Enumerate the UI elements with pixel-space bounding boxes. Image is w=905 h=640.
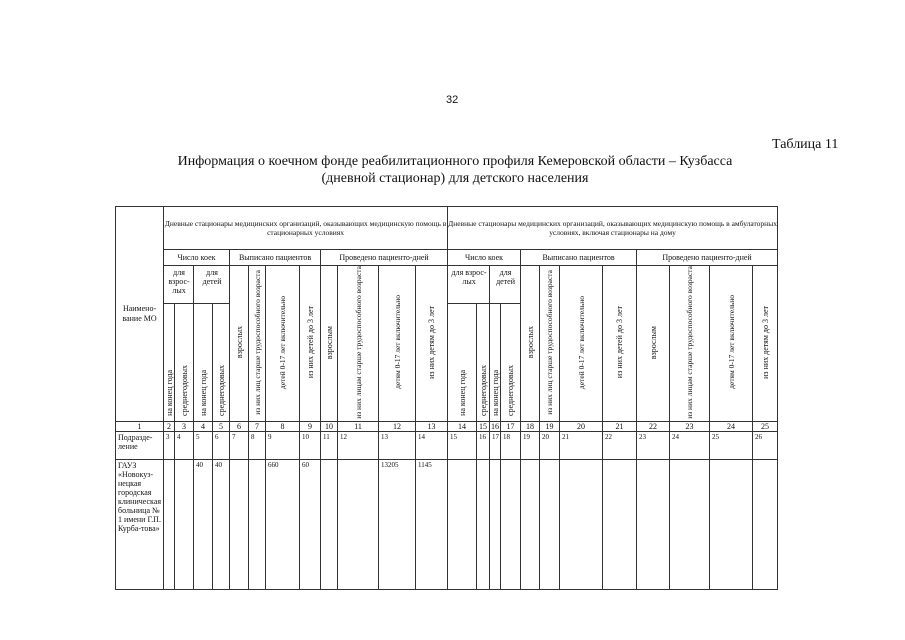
column-number: 23 (670, 421, 710, 431)
for-adults-header-1: для взрос-лых (164, 266, 194, 304)
column-number: 10 (321, 421, 338, 431)
bed-fund-table (115, 206, 821, 590)
table-cell (501, 459, 521, 589)
table-cell: 21 (560, 431, 603, 459)
for-children-header-1: для детей (194, 266, 230, 304)
column-number: 1 (116, 421, 164, 431)
column-number: 12 (379, 421, 416, 431)
table-cell: 60 (300, 459, 321, 589)
column-number: 24 (710, 421, 753, 431)
children-under-3-col-1: из них детей до 3 лет (300, 266, 321, 422)
table-cell: 22 (603, 431, 637, 459)
table-cell: 13 (379, 431, 416, 459)
older-col-2: из них лиц старше трудоспособного возраста (540, 266, 560, 422)
year-end-children-col-2: на конец года (490, 304, 501, 421)
table-cell: 26 (753, 431, 778, 459)
table-row (116, 431, 821, 459)
table-cell (753, 459, 778, 589)
avg-adults-col-1: среднегодовых (175, 304, 194, 421)
table-cell: 660 (266, 459, 300, 589)
table-row (116, 459, 821, 589)
to-children-under-3-col-1: из них детям до 3 лет (416, 266, 448, 422)
table-cell (448, 459, 477, 589)
to-adults-col-2: взрослым (637, 266, 670, 422)
column-number: 2 (164, 421, 175, 431)
table-cell: 9 (266, 431, 300, 459)
to-children-under-3-col-2: из них детям до 3 лет (753, 266, 778, 422)
table-cell (490, 459, 501, 589)
avg-children-col-1: среднегодовых (213, 304, 230, 421)
table-cell (249, 459, 266, 589)
older-col-1: из них лиц старше трудоспособного возраста (249, 266, 266, 422)
adults-col-2: взрослых (521, 266, 540, 422)
column-number: 3 (175, 421, 194, 431)
table-cell: 12 (338, 431, 379, 459)
table-cell: 14 (416, 431, 448, 459)
column-number: 5 (213, 421, 230, 431)
table-label: Таблица 11 (772, 137, 839, 152)
table-cell: 1145 (416, 459, 448, 589)
column-number: 6 (230, 421, 249, 431)
table-cell (175, 459, 194, 589)
table-cell (321, 459, 338, 589)
to-children-0-17-col-1: детям 0-17 лет включительно (379, 266, 416, 422)
row-name: ГАУЗ «Новокуз-нецкая городская клиническая больница № 1 имени Г.П. Курба-това» (116, 459, 164, 589)
column-number: 21 (603, 421, 637, 431)
table-cell (230, 459, 249, 589)
to-older-col-1: из них лицам старше трудоспособного возраста (338, 266, 379, 422)
table-cell: 17 (490, 431, 501, 459)
adults-col-1: взрослых (230, 266, 249, 422)
year-end-children-col-1: на конец года (194, 304, 213, 421)
table-cell: 25 (710, 431, 753, 459)
column-number: 15 (477, 421, 490, 431)
table-cell: 20 (540, 431, 560, 459)
table-cell (670, 459, 710, 589)
page-number: 32 (446, 94, 459, 106)
table-cell: 7 (230, 431, 249, 459)
table-cell: 40 (194, 459, 213, 589)
section-inpatient-header: Дневные стационары медицинских организаций, оказывающих медицинскую помощь в стационарных условиях (164, 207, 448, 250)
column-number: 11 (338, 421, 379, 431)
table-cell: 15 (448, 431, 477, 459)
discharged-header-2: Выписано пациентов (521, 250, 637, 266)
column-number: 14 (448, 421, 477, 431)
section-outpatient-header: Дневные стационары медицинских организаций, оказывающих медицинскую помощь в амбулаторных условиях, включая стационары на дому (448, 207, 778, 250)
table-cell: 24 (670, 431, 710, 459)
to-adults-col-1: взрослым (321, 266, 338, 422)
year-end-adults-col-2: на конец года (448, 304, 477, 421)
column-number: 19 (540, 421, 560, 431)
name-header: Наимено-вание МО (116, 207, 164, 422)
patient-days-header-1: Проведено пациенто-дней (321, 250, 448, 266)
column-number: 4 (194, 421, 213, 431)
column-number: 22 (637, 421, 670, 431)
children-0-17-col-1: детей 0-17 лет включительно (266, 266, 300, 422)
table-cell (710, 459, 753, 589)
table-cell (164, 459, 175, 589)
column-number: 18 (521, 421, 540, 431)
table-cell: 10 (300, 431, 321, 459)
table-cell: 13205 (379, 459, 416, 589)
table-cell: 40 (213, 459, 230, 589)
for-children-header-2: для детей (490, 266, 521, 304)
table-cell (338, 459, 379, 589)
document-title (110, 153, 800, 187)
column-number: 13 (416, 421, 448, 431)
table-cell: 16 (477, 431, 490, 459)
column-number: 8 (266, 421, 300, 431)
to-children-0-17-col-2: детям 0-17 лет включительно (710, 266, 753, 422)
avg-adults-col-2: среднегодовых (477, 304, 490, 421)
table-cell: 11 (321, 431, 338, 459)
table-cell: 4 (175, 431, 194, 459)
title-line-2: (дневной стационар) для детского населения (321, 171, 589, 186)
row-name: Подразде-ление (116, 431, 164, 459)
children-0-17-col-2: детей 0-17 лет включительно (560, 266, 603, 422)
avg-children-col-2: среднегодовых (501, 304, 521, 421)
column-number: 25 (753, 421, 778, 431)
table-cell: 6 (213, 431, 230, 459)
table-cell: 3 (164, 431, 175, 459)
table-cell (603, 459, 637, 589)
to-older-col-2: из них лицам старше трудоспособного возраста (670, 266, 710, 422)
table-cell: 5 (194, 431, 213, 459)
beds-header-2: Число коек (448, 250, 521, 266)
table-cell (637, 459, 670, 589)
table-cell (521, 459, 540, 589)
table-cell: 8 (249, 431, 266, 459)
column-number-row (116, 421, 821, 431)
table-cell: 23 (637, 431, 670, 459)
table-cell (540, 459, 560, 589)
beds-header-1: Число коек (164, 250, 230, 266)
column-number: 16 (491, 421, 500, 431)
table-cell: 19 (521, 431, 540, 459)
children-under-3-col-2: из них детей до 3 лет (603, 266, 637, 422)
column-number: 7 (249, 421, 266, 431)
column-number: 20 (560, 421, 603, 431)
table-cell: 18 (501, 431, 521, 459)
title-line-1: Информация о коечном фонде реабилитационного профиля Кемеровской области – Кузбасса (177, 154, 733, 169)
discharged-header-1: Выписано пациентов (230, 250, 321, 266)
for-adults-header-2: для взрос-лых (448, 266, 490, 304)
table-cell (477, 459, 490, 589)
table-cell (560, 459, 603, 589)
column-number: 9 (300, 421, 321, 431)
column-number: 17 (501, 421, 521, 431)
patient-days-header-2: Проведено пациенто-дней (637, 250, 778, 266)
year-end-adults-col-1: на конец года (164, 304, 175, 421)
